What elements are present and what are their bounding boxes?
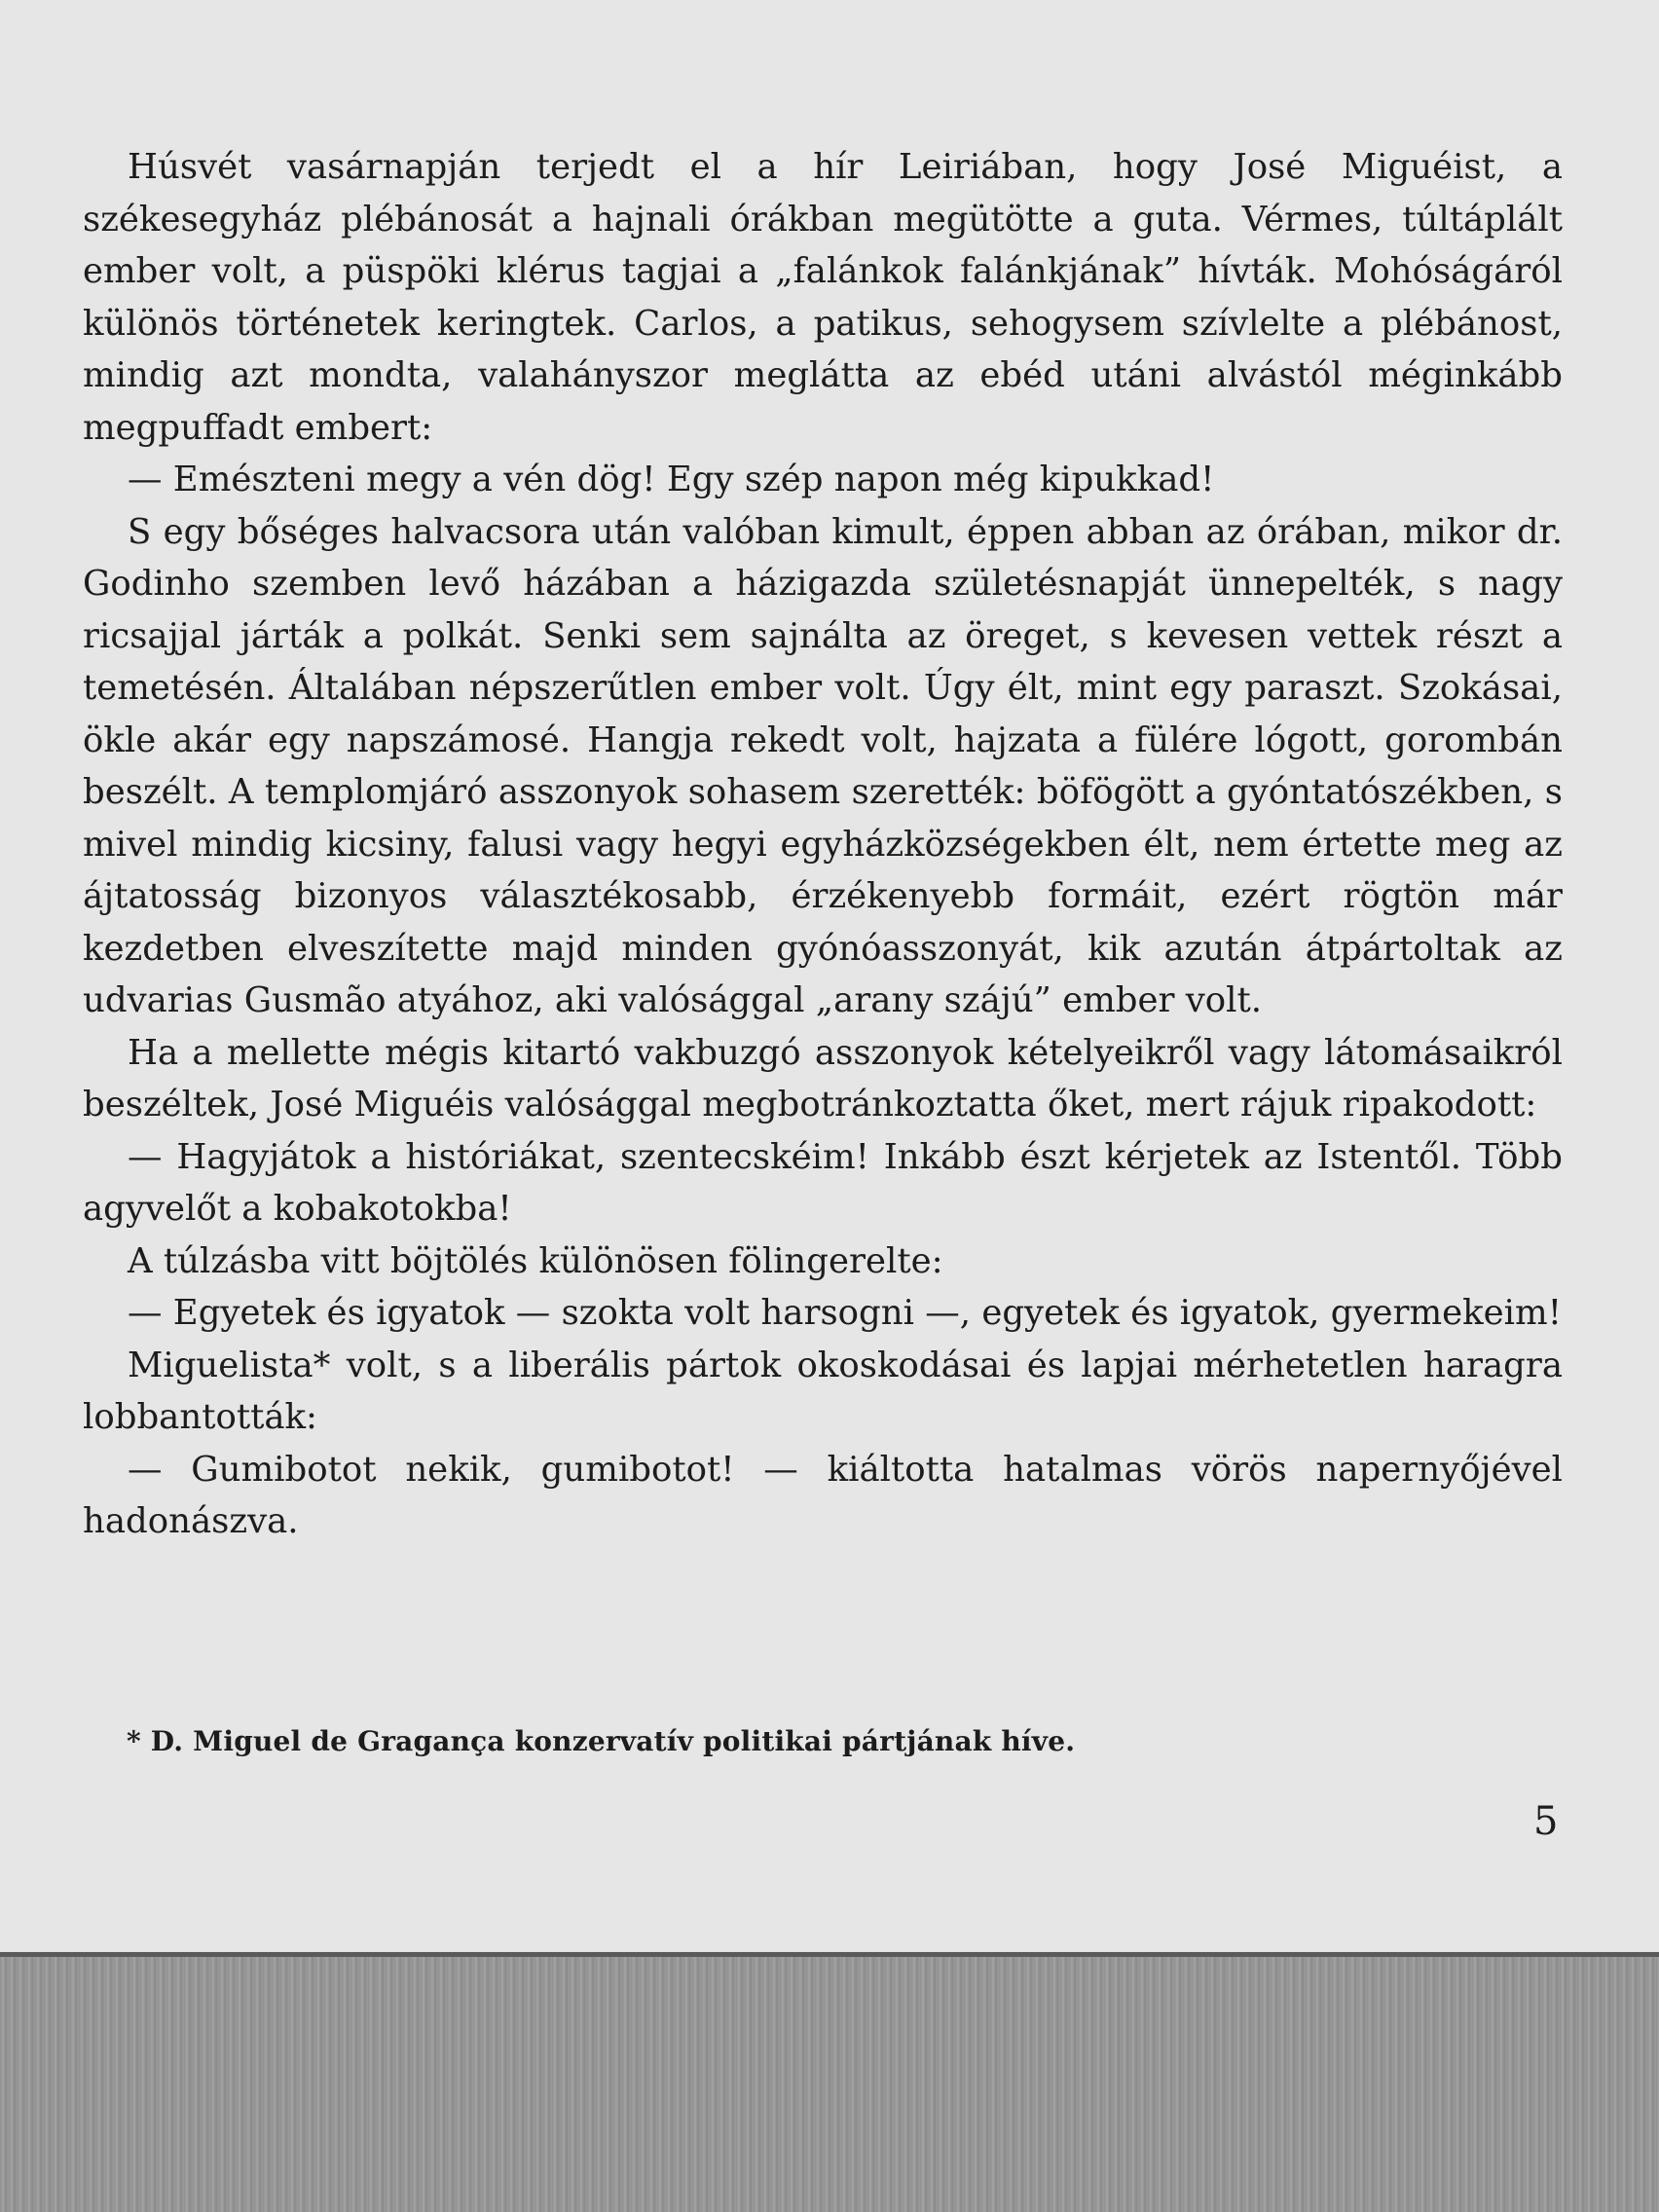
- footnote: * D. Miguel de Gragança konzervatív politikai pártjának híve.: [127, 1725, 1076, 1757]
- paragraph: Miguelista* volt, s a liberális pártok okoskodásai és lapjai mérhetetlen haragra lobbantották:: [83, 1345, 1563, 1437]
- background-surface: [0, 1957, 1659, 2212]
- paragraph: — Gumibotot nekik, gumibotot! — kiáltotta hatalmas vörös napernyőjével hadonászva.: [83, 1449, 1563, 1541]
- paragraph: Ha a mellette mégis kitartó vakbuzgó asszonyok kételyeikről vagy látomásaikról beszéltek, José Miguéis valósággal megbotránkoztatta őket, mert rájuk ripakodott:: [83, 1032, 1563, 1124]
- body-text: [83, 141, 1563, 1548]
- paragraph: A túlzásba vitt böjtölés különösen fölingerelte:: [128, 1240, 943, 1281]
- paragraph: — Egyetek és igyatok — szokta volt harsogni —, egyetek és igyatok, gyermekeim!: [128, 1293, 1562, 1333]
- paragraph: Húsvét vasárnapján terjedt el a hír Leiriában, hogy José Miguéist, a székesegyház plébánosát a hajnali órákban megütötte a guta. Vérmes, túltáplált ember volt, a püspöki klérus tagjai a „falánkok falánkjának” hívták. Mohóságáról különös történetek keringtek. Carlos, a patikus, sehogysem szívlelte a plébánost, mindig azt mondta, valahányszor meglátta az ebéd utáni alvástól méginkább megpuffadt embert:: [83, 147, 1563, 448]
- paragraph: S egy bőséges halvacsora után valóban kimult, éppen abban az órában, mikor dr. Godinho szemben levő házában a házigazda születésnapját ünnepelték, s nagy ricsajjal járták a polkát. Senki sem sajnálta az öreget, s kevesen vettek részt a temetésén. Általában népszerűtlen ember volt. Úgy élt, mint egy paraszt. Szokásai, ökle akár egy napszámosé. Hangja rekedt volt, hajzata a fülére lógott, gorombán beszélt. A templomjáró asszonyok sohasem szerették: böfögött a gyóntatószékben, s mivel mindig kicsiny, falusi vagy hegyi egyházközségekben élt, nem értette meg az ájtatosság bizonyos választékosabb, érzékenyebb formáit, ezért rögtön már kezdetben elveszítette majd minden gyónóasszonyát, kik azután átpártoltak az udvarias Gusmão atyához, aki valósággal „arany szájú” ember volt.: [83, 511, 1563, 1020]
- page-number: 5: [1533, 1799, 1559, 1844]
- paragraph: — Emészteni megy a vén dög! Egy szép napon még kipukkad!: [128, 460, 1215, 499]
- paragraph: — Hagyjátok a históriákat, szentecskéim! Inkább észt kérjetek az Istentől. Több agyvelőt a kobakotokba!: [83, 1136, 1563, 1229]
